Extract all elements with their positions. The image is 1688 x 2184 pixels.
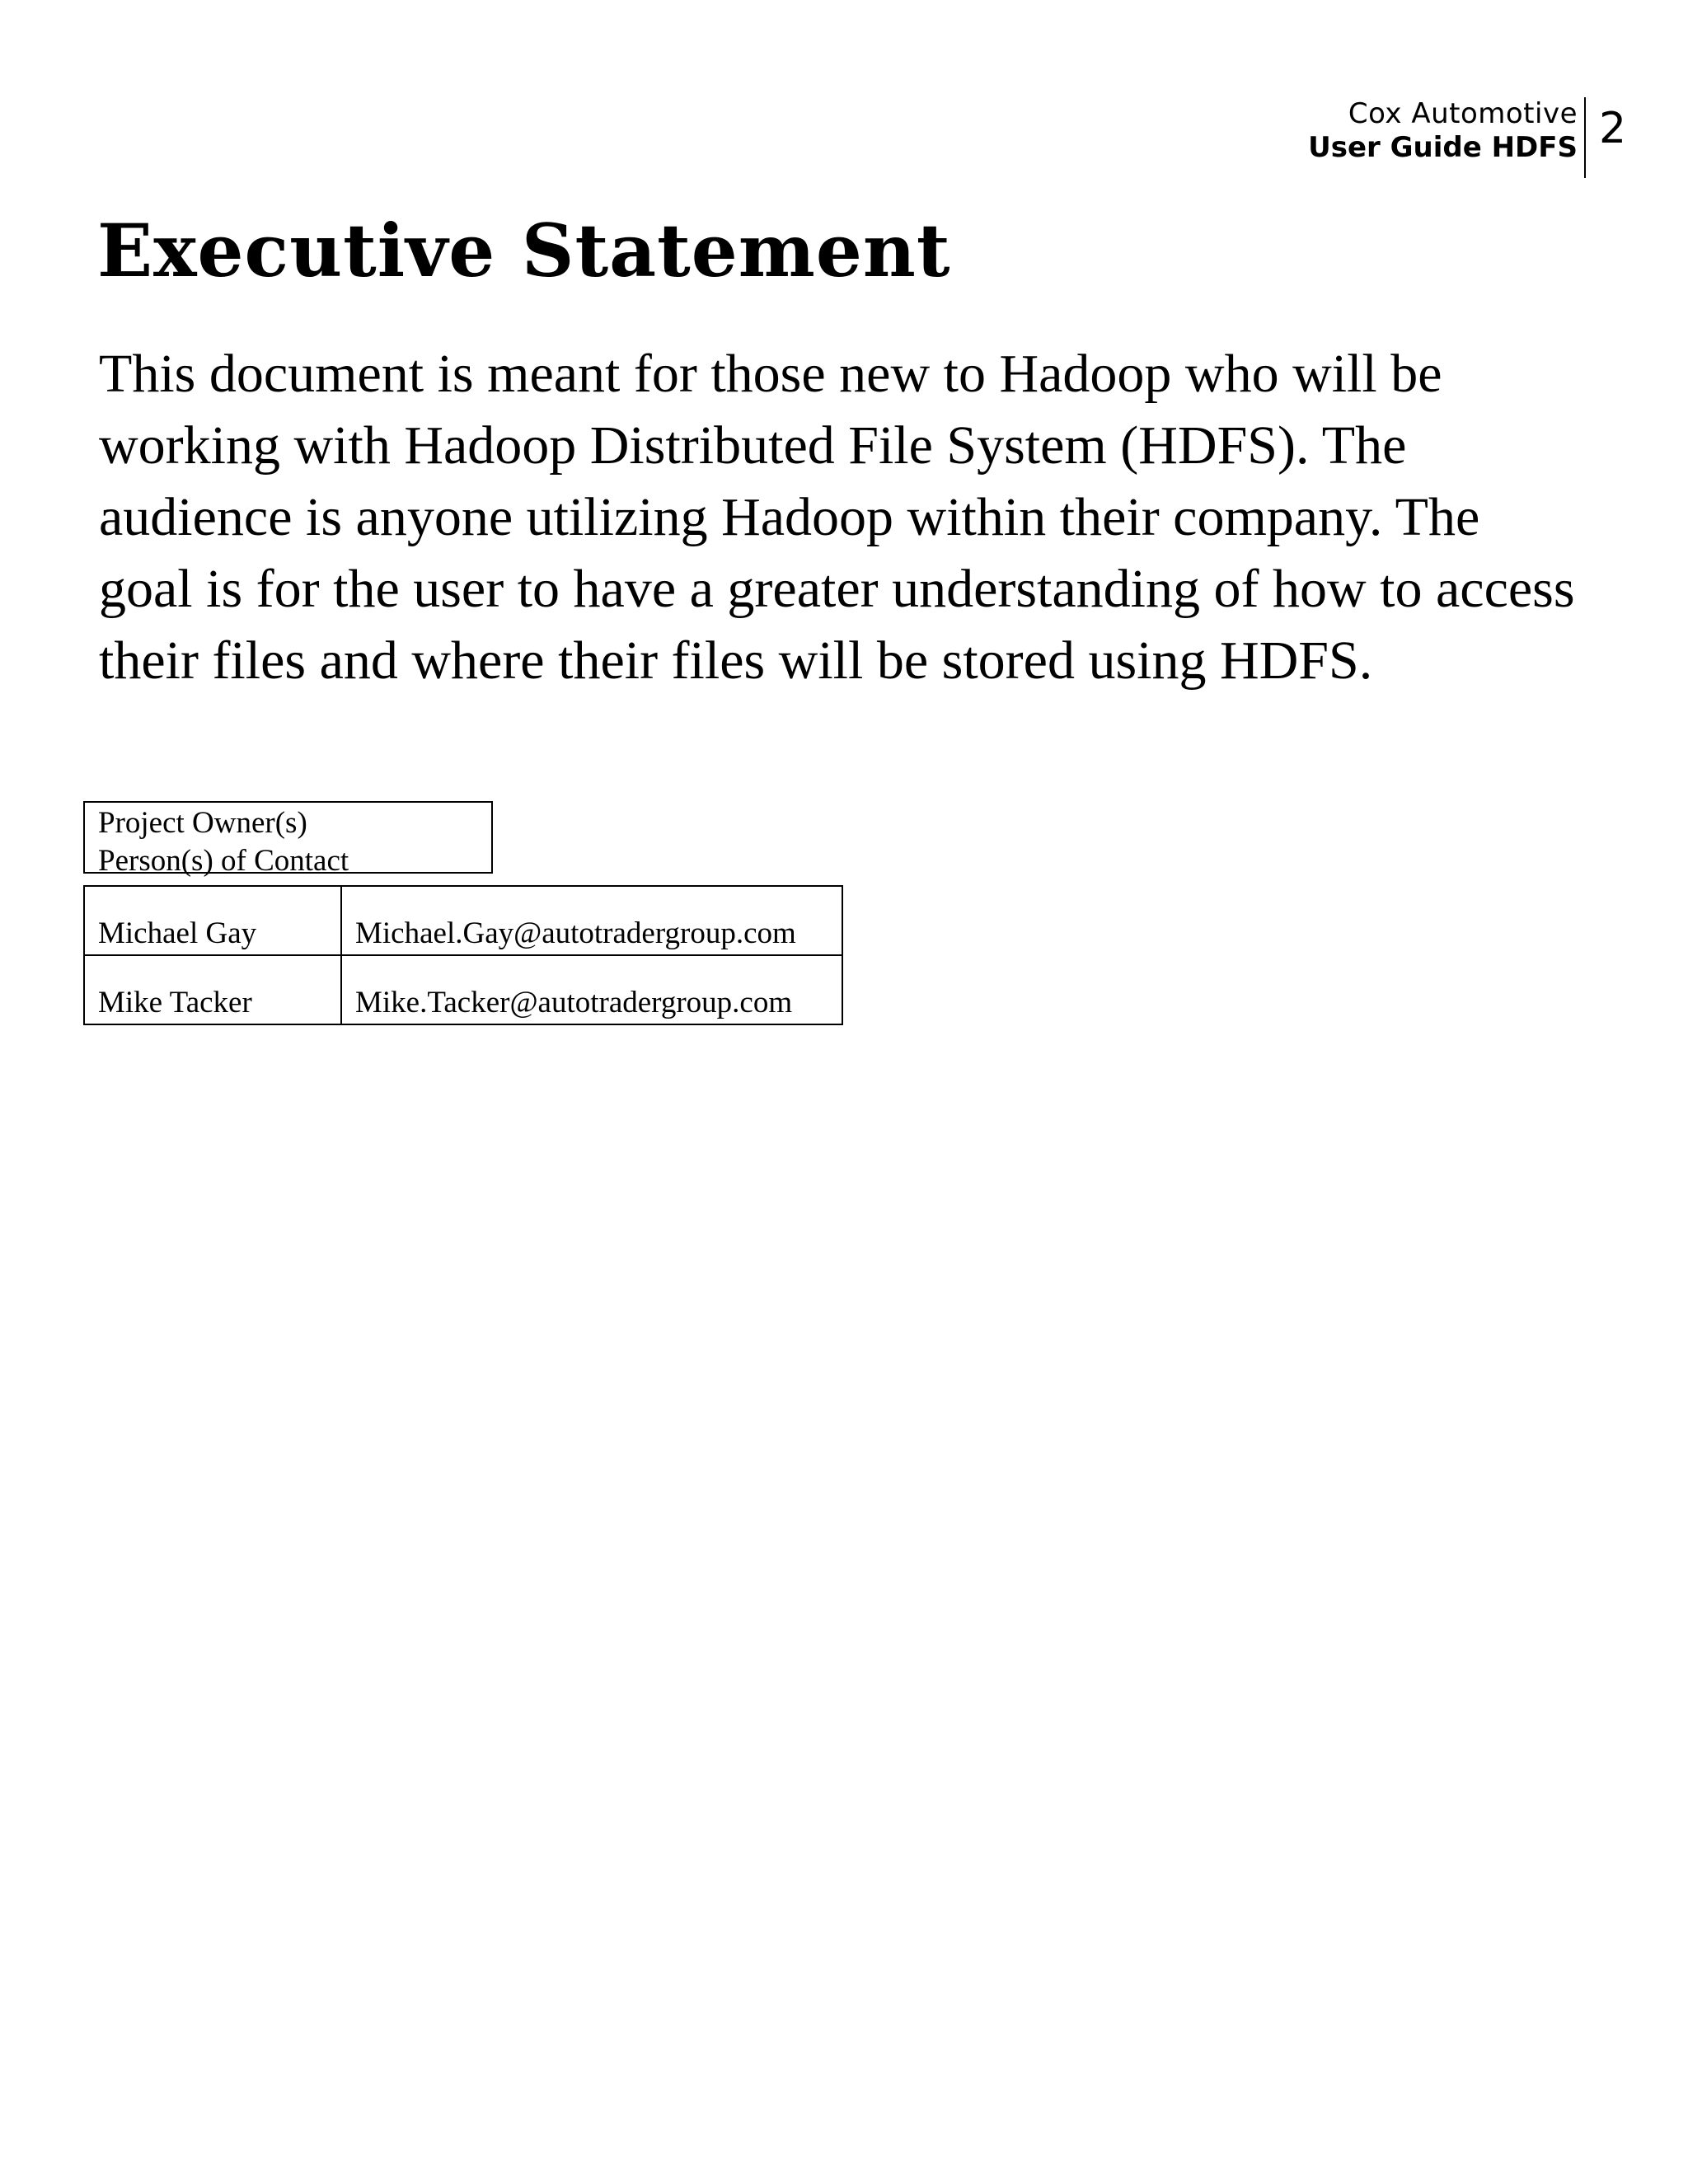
contacts-table (83, 885, 843, 1025)
header-company: Cox Automotive (1348, 97, 1578, 130)
executive-statement-text: This document is meant for those new to Hadoop who will be working with Hadoop Distributed File System (HDFS). The audience is anyone utilizing Hadoop within their company. The goal is for the user to have a greater understanding of how to access their files and where their files will be stored using HDFS. (99, 344, 1575, 691)
contact-email[interactable]: Michael.Gay@autotradergroup.com (341, 886, 842, 955)
page-header (1308, 97, 1578, 166)
project-owner-box (83, 801, 493, 878)
contact-email[interactable]: Mike.Tacker@autotradergroup.com (341, 955, 842, 1024)
header-divider (1584, 97, 1586, 178)
contact-name: Mike Tacker (84, 955, 341, 1024)
page-number: 2 (1599, 104, 1627, 153)
section-title: Executive Statement (97, 208, 951, 293)
project-owner-label: Project Owner(s) (98, 806, 307, 840)
table-row (84, 955, 842, 1024)
header-document-title: User Guide HDFS (1308, 131, 1578, 165)
contact-name: Michael Gay (84, 886, 341, 955)
person-of-contact-label: Person(s) of Contact (98, 844, 349, 878)
table-row (84, 886, 842, 955)
